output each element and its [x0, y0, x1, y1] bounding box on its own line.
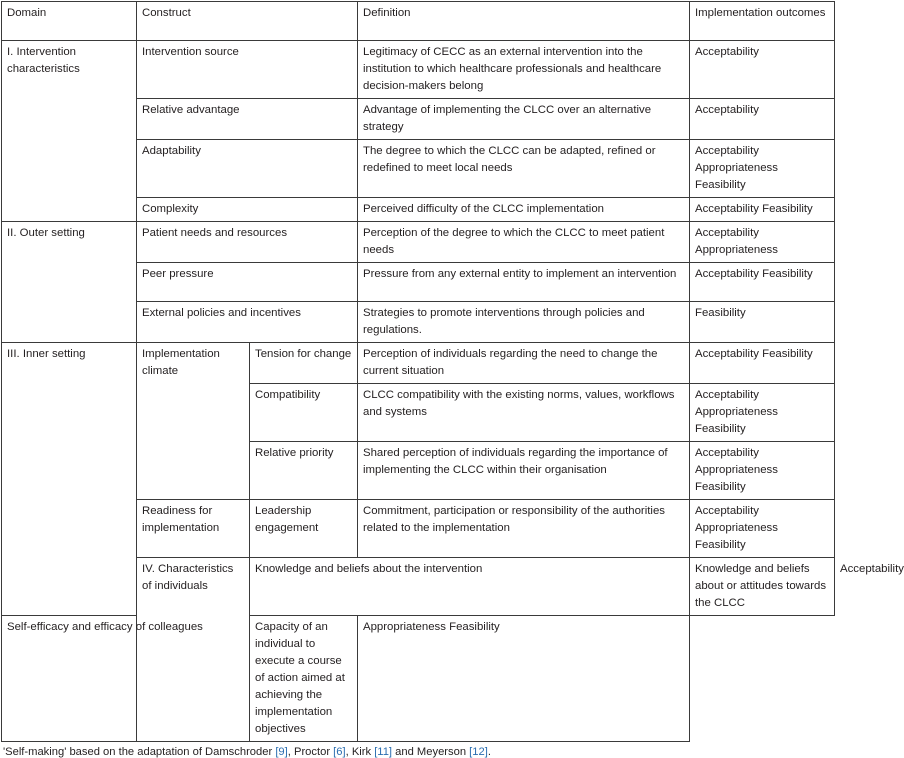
footnote-text: .: [487, 746, 491, 758]
reference-link[interactable]: [12]: [469, 746, 488, 758]
outcomes-cell: Acceptability Feasibility: [690, 343, 835, 384]
header-domain: Domain: [2, 2, 137, 41]
footnote-text: 'Self-making' based on the adaptation of Damschroder: [3, 746, 276, 758]
definition-cell: Legitimacy of CECC as an external intervention into the institution to which healthcare professionals and healthcare decision-makers belong: [358, 41, 690, 99]
outcomes-cell: Acceptability Appropriateness: [690, 222, 835, 263]
table-row: [2, 41, 835, 99]
outcomes-cell: Acceptability Appropriateness Feasibility: [690, 140, 835, 198]
table-row: [2, 343, 835, 384]
definition-cell: Capacity of an individual to execute a course of action aimed at achieving the implementation objectives: [250, 616, 358, 742]
construct-cell: Relative advantage: [137, 99, 358, 140]
reference-link[interactable]: [9]: [275, 746, 288, 758]
construct-cell: Self-efficacy and efficacy of colleagues: [2, 616, 250, 742]
definition-cell: Strategies to promote interventions through policies and regulations.: [358, 302, 690, 343]
outcomes-cell: Acceptability Appropriateness Feasibility: [690, 500, 835, 558]
reference-link[interactable]: [6]: [333, 746, 346, 758]
subconstruct-cell: Compatibility: [250, 384, 358, 442]
definition-cell: Perceived difficulty of the CLCC implementation: [358, 198, 690, 222]
outcomes-cell: Acceptability Appropriateness Feasibility: [690, 442, 835, 500]
table-row: IV. Characteristics of individuals Knowledge and beliefs about the intervention Knowledge and beliefs about or attitudes towards the CLCC Acceptability: [2, 558, 835, 616]
construct-cell: Peer pressure: [137, 263, 358, 302]
footnote-text: and Meyerson: [392, 746, 470, 758]
domain-cell: III. Inner setting: [2, 343, 137, 616]
definition-cell: CLCC compatibility with the existing norms, values, workflows and systems: [358, 384, 690, 442]
definition-cell: Perception of the degree to which the CLCC to meet patient needs: [358, 222, 690, 263]
construct-cell: Complexity: [137, 198, 358, 222]
table-row: [2, 616, 835, 742]
outcomes-cell: Acceptability: [690, 99, 835, 140]
construct-cell: Implementation climate: [137, 343, 250, 500]
header-row: [2, 2, 835, 41]
domain-cell: IV. Characteristics of individuals: [137, 558, 250, 742]
definition-cell: Shared perception of individuals regarding the importance of implementing the CLCC within their organisation: [358, 442, 690, 500]
subconstruct-cell: Tension for change: [250, 343, 358, 384]
header-outcomes: Implementation outcomes: [690, 2, 835, 41]
outcomes-cell: Acceptability: [690, 41, 835, 99]
table-row: [2, 222, 835, 263]
definition-cell: Commitment, participation or responsibility of the authorities related to the implementation: [358, 500, 690, 558]
footnote-text: , Proctor: [287, 746, 334, 758]
definition-cell: The degree to which the CLCC can be adapted, refined or redefined to meet local needs: [358, 140, 690, 198]
domain-cell: II. Outer setting: [2, 222, 137, 343]
header-construct: Construct: [137, 2, 358, 41]
construct-cell: Knowledge and beliefs about the intervention: [250, 558, 690, 616]
construct-cell: Adaptability: [137, 140, 358, 198]
cfir-table: [1, 1, 904, 742]
construct-cell: External policies and incentives: [137, 302, 358, 343]
construct-cell: Intervention source: [137, 41, 358, 99]
domain-cell: I. Intervention characteristics: [2, 41, 137, 222]
construct-cell: Readiness for implementation: [137, 500, 250, 558]
subconstruct-cell: Relative priority: [250, 442, 358, 500]
construct-cell: Patient needs and resources: [137, 222, 358, 263]
definition-cell: Pressure from any external entity to implement an intervention: [358, 263, 690, 302]
header-definition: Definition: [358, 2, 690, 41]
footnote-text: , Kirk: [345, 746, 375, 758]
reference-link[interactable]: [11]: [374, 746, 393, 758]
outcomes-cell: Acceptability Feasibility: [690, 198, 835, 222]
definition-cell: Knowledge and beliefs about or attitudes towards the CLCC: [690, 558, 835, 616]
outcomes-cell: Acceptability Appropriateness Feasibility: [690, 384, 835, 442]
outcomes-cell: Appropriateness Feasibility: [358, 616, 690, 742]
outcomes-cell: Feasibility: [690, 302, 835, 343]
subconstruct-cell: Leadership engagement: [250, 500, 358, 558]
table-footnote: [3, 746, 835, 758]
definition-cell: Advantage of implementing the CLCC over an alternative strategy: [358, 99, 690, 140]
definition-cell: Perception of individuals regarding the need to change the current situation: [358, 343, 690, 384]
outcomes-cell: Acceptability Feasibility: [690, 263, 835, 302]
